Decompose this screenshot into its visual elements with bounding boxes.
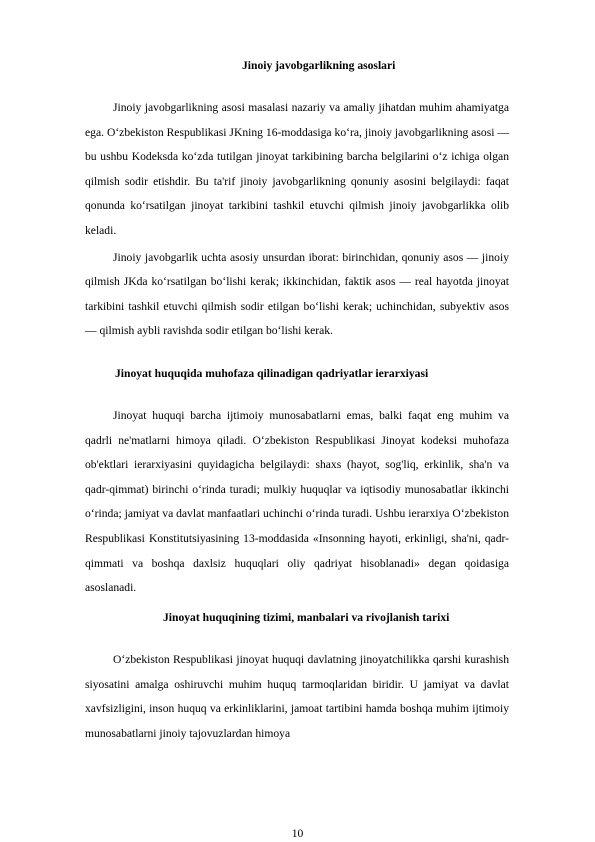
page-number: 10 [291, 827, 304, 840]
paragraph-criminal-law-system: O‘zbekiston Respublikasi jinoyat huquqi davlatning jinoyatchilikka qarshi kurashish siyosatini amalga oshiruvchi muhim huquq tarmoqlaridan biridir. U jamiyat va davlat xavfsizligini, inson huquq va erkinliklarini, jamoat tartibini hamda boshqa muhim ijtimoiy munosabatlarni jinoiy tajovuzlardan himoya [85, 653, 509, 740]
heading-protected-values-hierarchy: Jinoyat huquqida muhofaza qilinadigan qadriyatlar ierarxiyasi [115, 367, 429, 380]
paragraph-liability-basis: Jinoiy javobgarlikning asosi masalasi nazariy va amaliy jihatdan muhim ahamiyatga ega. O‘zbekiston Respublikasi JKning 16-moddasiga ko‘ra, jinoiy javobgarlikning asosi — bu ushbu Kodeksda ko‘zda tutilgan jinoyat tarkibining barcha belgilarini o‘z ichiga olgan qilmish sodir etishdir. Bu ta'rif jinoiy javobgarlikning qonuniy asosini belgilaydi: faqat qonunda ko‘rsatilgan jinoyat tarkibini tashkil etuvchi qilmish jinoiy javobgarlikka olib keladi. [85, 101, 509, 237]
heading-system-sources-history: Jinoyat huquqining tizimi, manbalari va rivojlanish tarixi [163, 611, 450, 624]
paragraph-protected-values: Jinoyat huquqi barcha ijtimoiy munosabatlarni emas, balki faqat eng muhim va qadrli ne'matlarni himoya qiladi. O‘zbekiston Respublikasi Jinoyat kodeksi muhofaza ob'ektlari ierarxiyasini quyidagicha belgilaydi: shaxs (hayot, sog'liq, erkinlik, sha'n va qadr-qimmat) birinchi o‘rinda turadi; mulkiy huquqlar va iqtisodiy munosabatlar ikkinchi o‘rinda; jamiyat va davlat manfaatlari uchinchi o‘rinda turadi. Ushbu ierarxiya O‘zbekiston Respublikasi Konstitutsiyasining 13-moddasida «Insonning hayoti, erkinligi, sha'ni, qadr-qimmati va boshqa daxlsiz huquqlari oliy qadriyat hisoblanadi» degan qoidasiga asoslanadi. [85, 409, 509, 595]
heading-criminal-liability-basis: Jinoiy javobgarlikning asoslari [242, 59, 396, 72]
paragraph-liability-elements: Jinoiy javobgarlik uchta asosiy unsurdan iborat: birinchidan, qonuniy asos — jinoiy qilmish JKda ko‘rsatilgan bo‘lishi kerak; ikkinchidan, faktik asos — real hayotda jinoyat tarkibini tashkil etuvchi qilmish sodir etilgan bo‘lishi kerak; uchinchidan, subyektiv asos — qilmish aybli ravishda sodir etilgan bo‘lishi kerak. [85, 251, 509, 337]
